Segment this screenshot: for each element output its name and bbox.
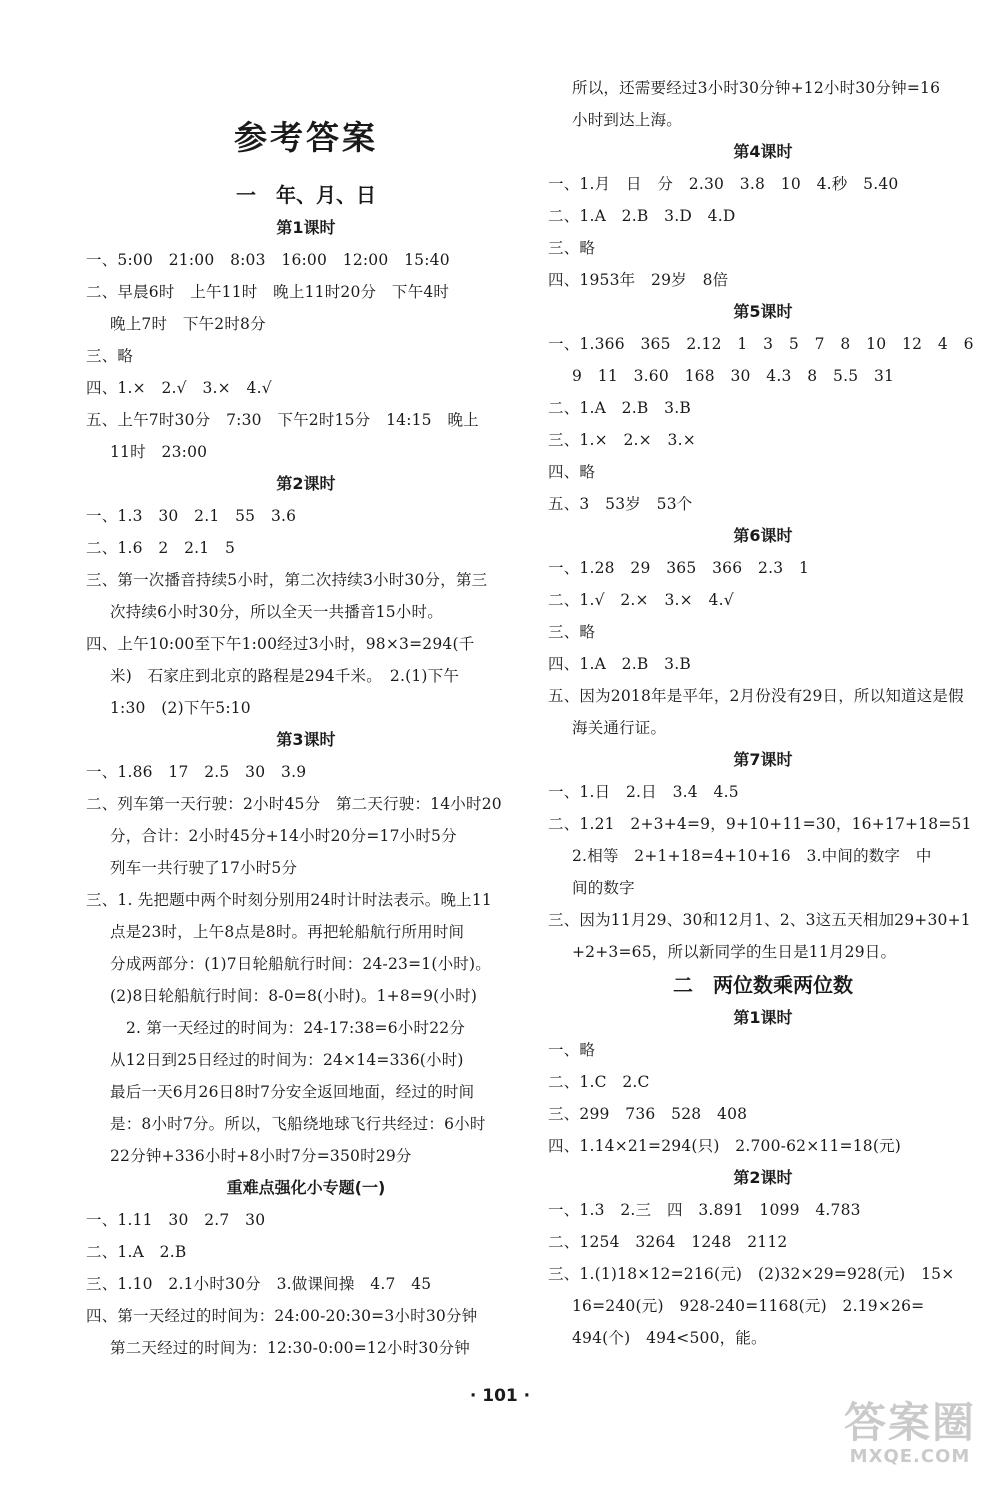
page-title: 参考答案 [234, 118, 378, 157]
page-number: · 101 · [469, 1386, 531, 1406]
answer-line: 第二天经过的时间为：12:30-0:00=12小时30分钟 [110, 1339, 470, 1357]
answer-line: 16=240(元) 928-240=1168(元) 2.19×26= [572, 1297, 925, 1315]
lesson-heading: 第2课时 [733, 1168, 793, 1187]
answer-line: 22分钟+336小时+8小时7分=350时29分 [110, 1147, 412, 1165]
chapter-2-heading: 二 两位数乘两位数 [673, 973, 853, 997]
answer-line: 一、1.3 2.三 四 3.891 1099 4.783 [548, 1201, 861, 1219]
answer-line: 二、1254 3264 1248 2112 [548, 1233, 788, 1251]
answer-line: 二、1.A 2.B 3.D 4.D [548, 207, 736, 225]
answer-line: 米) 石家庄到北京的路程是294千米。 2.(1)下午 [110, 667, 460, 685]
left-column [86, 0, 526, 1364]
answer-line: 小时到达上海。 [572, 111, 682, 129]
answer-line: 三、略 [548, 239, 596, 257]
lesson-heading: 第6课时 [733, 526, 793, 545]
answer-line: 四、1.× 2.√ 3.× 4.√ [86, 379, 272, 397]
answer-line: 二、1.A 2.B 3.B [548, 399, 691, 417]
answer-line: 四、1.A 2.B 3.B [548, 655, 691, 673]
answer-line: 是：8小时7分。所以，飞船绕地球飞行共经过：6小时 [110, 1115, 486, 1133]
answer-line: 11时 23:00 [110, 443, 208, 461]
lesson-heading: 第4课时 [733, 142, 793, 161]
answer-line: +2+3=65，所以新同学的生日是11月29日。 [572, 943, 897, 961]
answer-line: 二、列车第一天行驶：2小时45分 第二天行驶：14小时20 [86, 795, 502, 813]
answer-line: 海关通行证。 [572, 719, 667, 737]
answer-line: 最后一天6月26日8时7分安全返回地面，经过的时间 [110, 1083, 475, 1101]
answer-line: 二、1.√ 2.× 3.× 4.√ [548, 591, 734, 609]
answer-line: 二、1.6 2 2.1 5 [86, 539, 236, 557]
answer-line: 二、1.C 2.C [548, 1073, 650, 1091]
lesson-heading: 第1课时 [733, 1008, 793, 1027]
answer-line: 1:30 (2)下午5:10 [110, 699, 251, 717]
answer-line: 一、1.月 日 分 2.30 3.8 10 4.秒 5.40 [548, 175, 899, 193]
answer-line: 四、1.14×21=294(只) 2.700-62×11=18(元) [548, 1137, 902, 1155]
lesson-heading: 第1课时 [276, 218, 336, 237]
answer-line: 分，合计：2小时45分+14小时20分=17小时5分 [110, 827, 457, 845]
watermark-url: MXQE.COM [849, 1446, 971, 1467]
answer-line: 三、299 736 528 408 [548, 1105, 748, 1123]
right-column [548, 0, 978, 1354]
answer-line: 四、上午10:00至下午1:00经过3小时，98×3=294(千 [86, 635, 475, 653]
answer-line: 二、早晨6时 上午11时 晚上11时20分 下午4时 [86, 283, 450, 301]
answer-line: 间的数字 [572, 879, 635, 897]
answer-line: 五、3 53岁 53个 [548, 495, 693, 513]
answer-line: 列车一共行驶了17小时5分 [110, 859, 298, 877]
answer-line: (2)8日轮船航行时间：8-0=8(小时)。1+8=9(小时) [110, 987, 478, 1005]
answer-line: 一、5:00 21:00 8:03 16:00 12:00 15:40 [86, 251, 450, 269]
chapter-1-heading: 一 年、月、日 [236, 183, 376, 207]
special-topic-heading: 重难点强化小专题(一) [226, 1178, 386, 1197]
answer-line: 晚上7时 下午2时8分 [110, 315, 266, 333]
answer-line: 二、1.21 2+3+4=9，9+10+11=30，16+17+18=51 [548, 815, 972, 833]
answer-line: 三、1.10 2.1小时30分 3.做课间操 4.7 45 [86, 1275, 432, 1293]
answer-line: 三、第一次播音持续5小时，第二次持续3小时30分，第三 [86, 571, 488, 589]
answer-line: 三、1.× 2.× 3.× [548, 431, 696, 449]
watermark-logo [830, 1400, 990, 1480]
answer-line: 一、1.366 365 2.12 1 3 5 7 8 10 12 4 6 [548, 335, 974, 353]
answer-line: 从12日到25日经过的时间为：24×14=336(小时) [110, 1051, 464, 1069]
answer-line: 三、略 [548, 623, 596, 641]
answer-line: 一、1.11 30 2.7 30 [86, 1211, 266, 1229]
answer-line: 一、1.3 30 2.1 55 3.6 [86, 507, 297, 525]
answer-line: 点是23时，上午8点是8时。再把轮船航行所用时间 [110, 923, 465, 941]
answer-line: 一、1.28 29 365 366 2.3 1 [548, 559, 810, 577]
answer-line: 二、1.A 2.B [86, 1243, 187, 1261]
answer-line: 四、略 [548, 463, 596, 481]
lesson-heading: 第7课时 [733, 750, 793, 769]
answer-line: 三、1.(1)18×12=216(元) (2)32×29=928(元) 15× [548, 1265, 955, 1283]
answer-line: 三、略 [86, 347, 134, 365]
answer-line: 所以，还需要经过3小时30分钟+12小时30分钟=16 [572, 79, 941, 97]
answer-line: 四、1953年 29岁 8倍 [548, 271, 729, 289]
answer-line: 494(个) 494<500，能。 [572, 1329, 767, 1347]
lesson-heading: 第5课时 [733, 302, 793, 321]
answer-line: 四、第一天经过的时间为：24:00-20:30=3小时30分钟 [86, 1307, 478, 1325]
answer-line: 三、因为11月29、30和12月1、2、3这五天相加29+30+1 [548, 911, 971, 929]
answer-line: 一、略 [548, 1041, 596, 1059]
answer-line: 分成两部分：(1)7日轮船航行时间：24-23=1(小时)。 [110, 955, 491, 973]
lesson-heading: 第2课时 [276, 474, 336, 493]
watermark-mark: 答案圈 [843, 1398, 976, 1447]
answer-line: 三、1. 先把题中两个时刻分别用24时计时法表示。晚上11 [86, 891, 492, 909]
answer-line: 一、1.日 2.日 3.4 4.5 [548, 783, 739, 801]
answer-line: 9 11 3.60 168 30 4.3 8 5.5 31 [572, 367, 895, 385]
answer-line: 2.相等 2+1+18=4+10+16 3.中间的数字 中 [572, 847, 932, 865]
lesson-heading: 第3课时 [276, 730, 336, 749]
answer-line: 五、因为2018年是平年，2月份没有29日，所以知道这是假 [548, 687, 964, 705]
answer-line: 五、上午7时30分 7:30 下午2时15分 14:15 晚上 [86, 411, 479, 429]
answer-line: 一、1.86 17 2.5 30 3.9 [86, 763, 307, 781]
answer-line: 次持续6小时30分，所以全天一共播音15小时。 [110, 603, 443, 621]
answer-line: 2. 第一天经过的时间为：24-17:38=6小时22分 [126, 1019, 466, 1037]
